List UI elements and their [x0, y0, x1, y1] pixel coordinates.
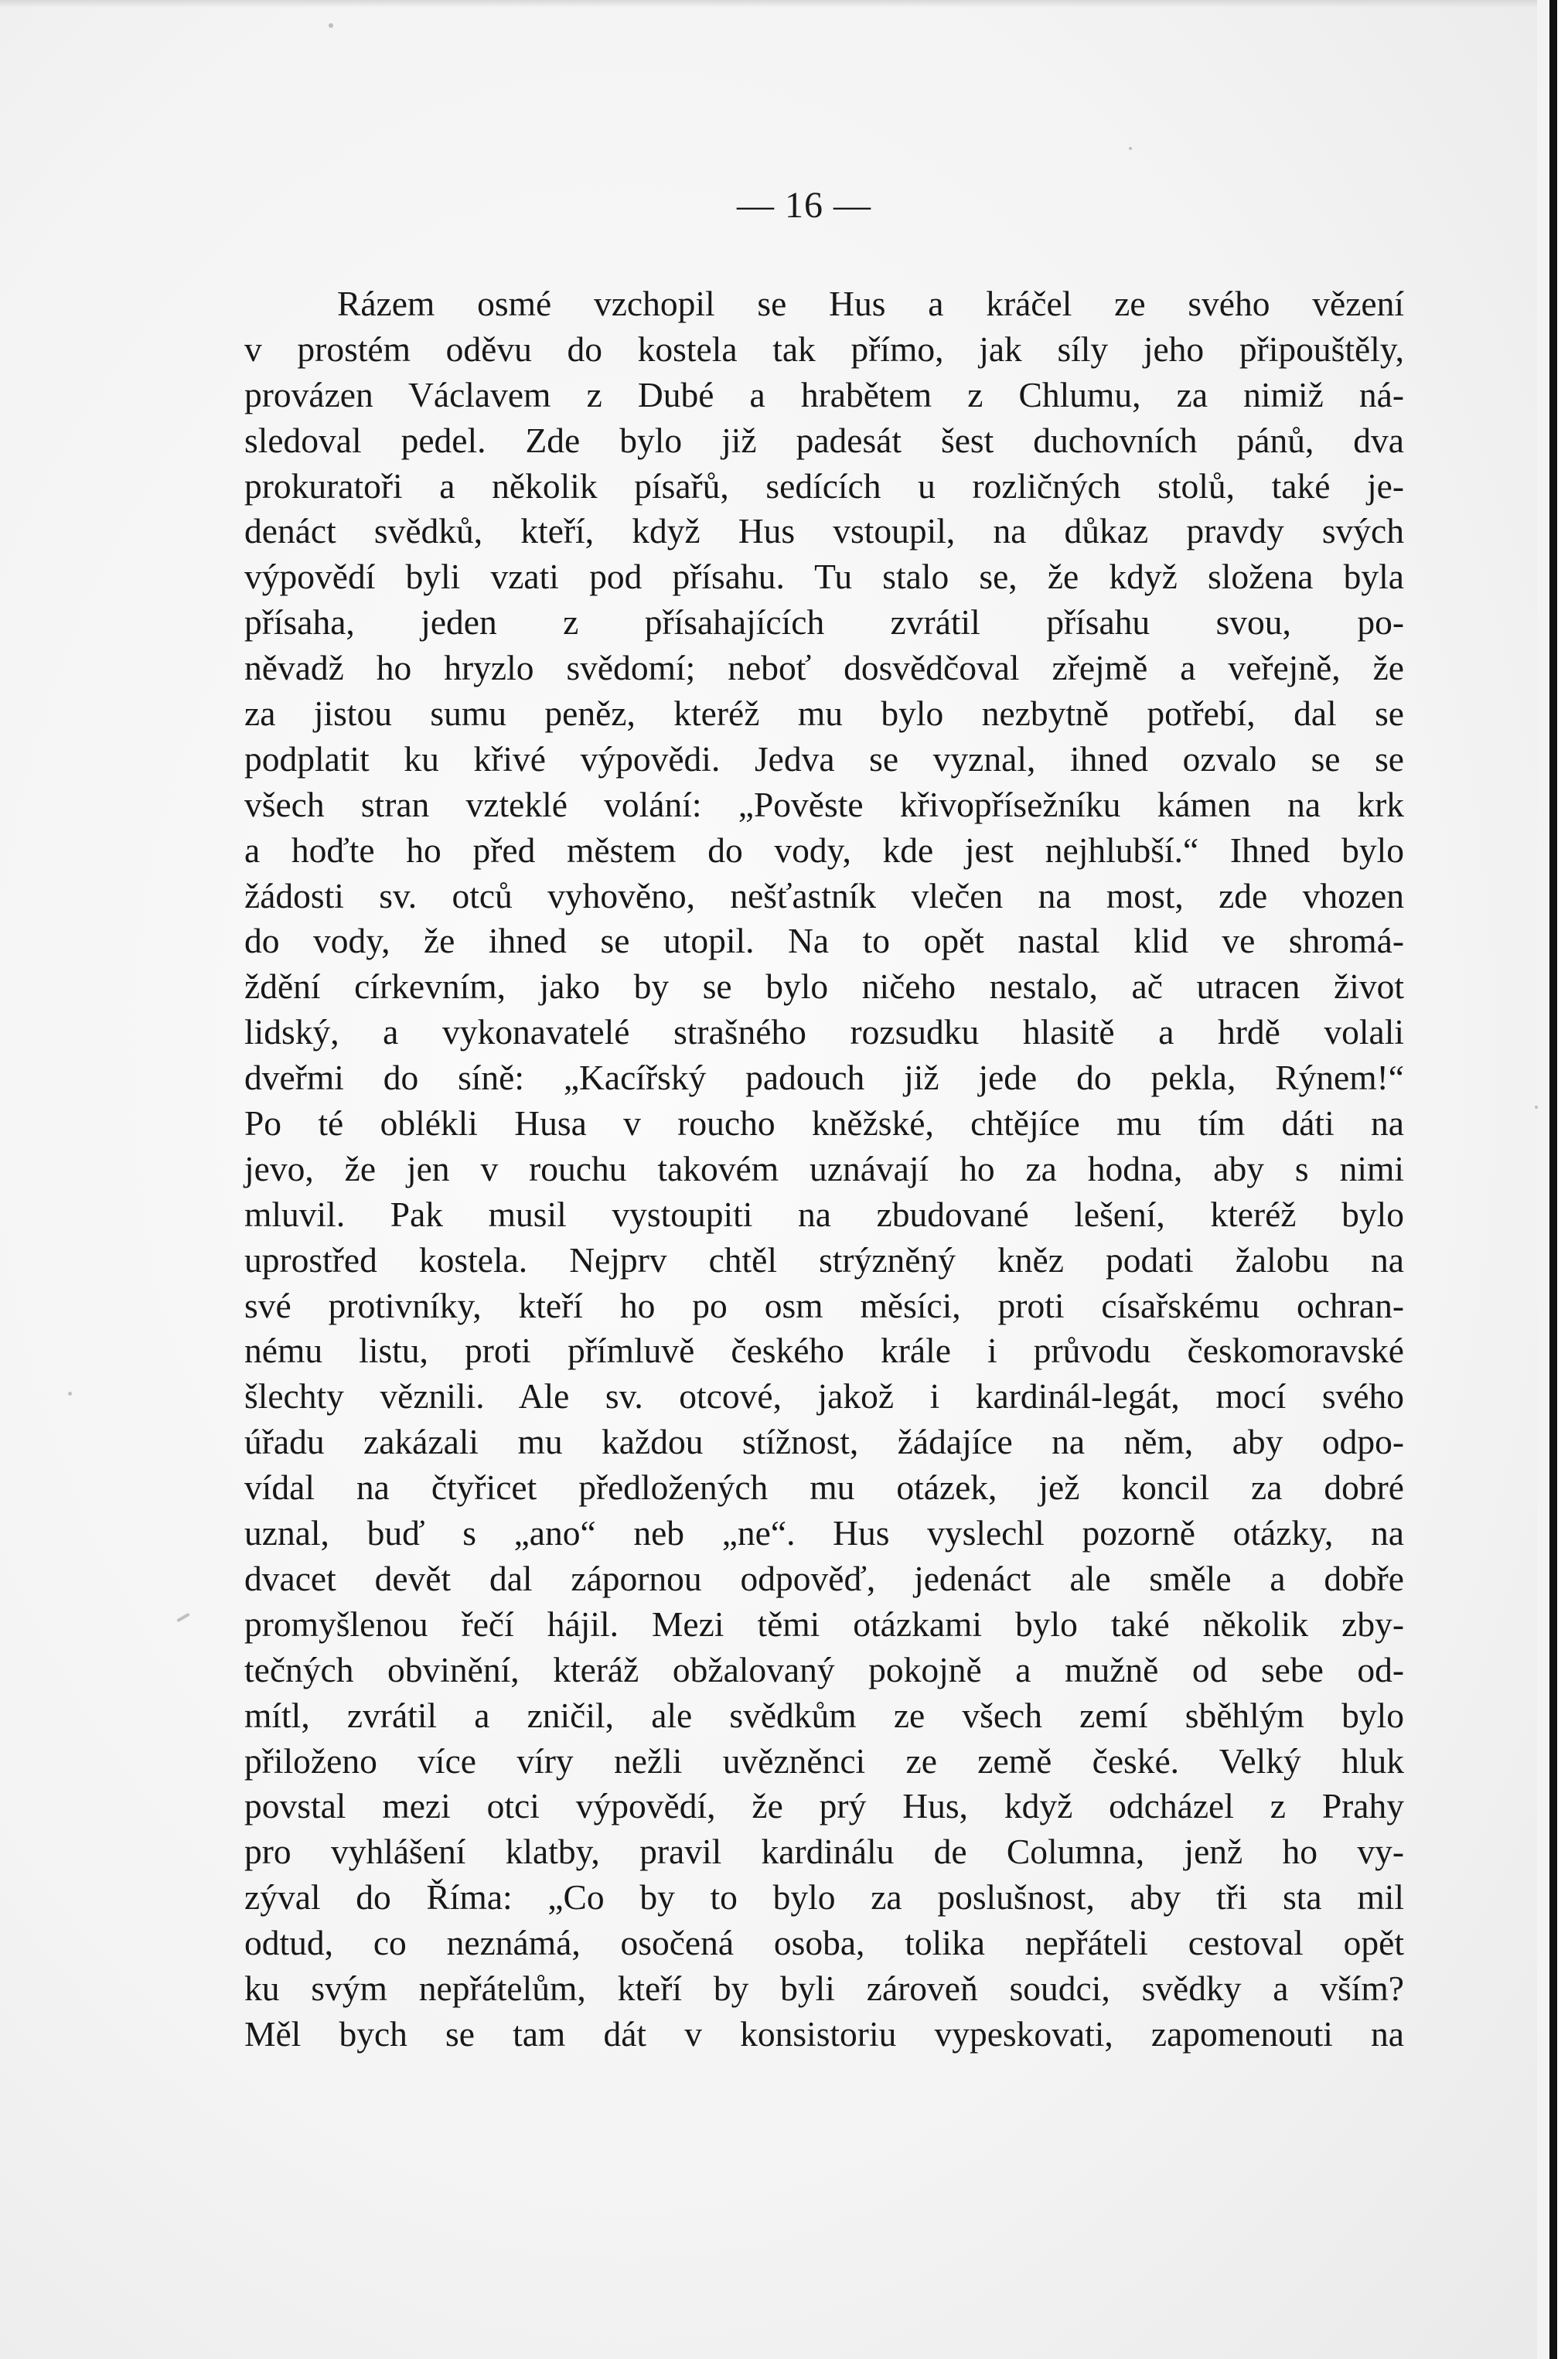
- text-line: uprostřed kostela. Nejprv chtěl strýzněný kněz podati žalobu na: [244, 1239, 1404, 1280]
- text-line: povstal mezi otci výpovědí, že prý Hus, když odcházel z Prahy: [244, 1786, 1404, 1826]
- text-line: Měl bych se tam dát v konsistoriu vypeskovati, zapomenouti na: [244, 2013, 1404, 2054]
- paper-speck: [329, 23, 333, 28]
- text-line: dveřmi do síně: „Kacířský padouch již jede do pekla, Rýnem!“: [244, 1058, 1404, 1098]
- text-line: a hoďte ho před městem do vody, kde jest nejhlubší.“ Ihned bylo: [244, 830, 1404, 870]
- text-line: sledoval pedel. Zde bylo již padesát šest duchovních pánů, dva: [244, 420, 1404, 460]
- text-line: úřadu zakázali mu každou stížnost, žádajíce na něm, aby odpo-: [244, 1422, 1404, 1462]
- text-line: zýval do Říma: „Co by to bylo za poslušnost, aby tři sta mil: [244, 1877, 1404, 1918]
- text-line: v prostém oděvu do kostela tak přímo, jak síly jeho připouštěly,: [244, 329, 1404, 369]
- text-line: žádosti sv. otců vyhověno, nešťastník vlečen na most, zde vhozen: [244, 875, 1404, 915]
- text-line: všech stran vzteklé volání: „Pověste křivopřísežníku kámen na krk: [244, 784, 1404, 824]
- text-line: tečných obvinění, kteráž obžalovaný pokojně a mužně od sebe od-: [244, 1649, 1404, 1689]
- text-line: Po té oblékli Husa v roucho kněžské, chtějíce mu tím dáti na: [244, 1103, 1404, 1144]
- text-line: lidský, a vykonavatelé strašného rozsudku hlasitě a hrdě volali: [244, 1012, 1404, 1052]
- text-line: denáct svědků, kteří, když Hus vstoupil, na důkaz pravdy svých: [244, 511, 1404, 551]
- page-number: — 16 —: [737, 185, 871, 226]
- text-line: Rázem osmé vzchopil se Hus a kráčel ze svého vězení: [337, 284, 1404, 323]
- text-line: šlechty věznili. Ale sv. otcové, jakož i kardinál-legát, mocí svého: [244, 1376, 1404, 1416]
- text-line: něvadž ho hryzlo svědomí; neboť dosvědčoval zřejmě a veřejně, že: [244, 648, 1404, 688]
- text-line: promyšlenou řečí hájil. Mezi těmi otázkami bylo také několik zby-: [244, 1604, 1404, 1644]
- text-line: pro vyhlášení klatby, pravil kardinálu de Columna, jenž ho vy-: [244, 1832, 1404, 1872]
- page-right-edge: [1537, 0, 1568, 2359]
- paper-speck: [1535, 1106, 1538, 1109]
- text-line: podplatit ku křivé výpovědi. Jedva se vyznal, ihned ozvalo se se: [244, 738, 1404, 779]
- page-top-shadow: [0, 0, 1568, 8]
- text-line: přiloženo více víry nežli uvězněnci ze země české. Velký hluk: [244, 1740, 1404, 1781]
- text-line: mítl, zvrátil a zničil, ale svědkům ze všech zemí sběhlým bylo: [244, 1695, 1404, 1735]
- text-line: své protivníky, kteří ho po osm měsíci, proti císařskému ochran-: [244, 1285, 1404, 1325]
- text-line: vídal na čtyřicet předložených mu otázek, jež koncil za dobré: [244, 1468, 1404, 1508]
- paper-speck: [1129, 147, 1132, 150]
- text-line: do vody, že ihned se utopil. Na to opět nastal klid ve shromá-: [244, 921, 1404, 961]
- text-line: dvacet devět dal zápornou odpověď, jedenáct ale směle a dobře: [244, 1558, 1404, 1598]
- text-line: ku svým nepřátelům, kteří by byli zároveň soudci, svědky a vším?: [244, 1968, 1404, 2008]
- text-line: jevo, že jen v rouchu takovém uznávají ho za hodna, aby s nimi: [244, 1148, 1404, 1188]
- text-line: nému listu, proti přímluvě českého krále i průvodu českomoravské: [244, 1331, 1404, 1371]
- text-line: přísaha, jeden z přísahajících zvrátil přísahu svou, po-: [244, 602, 1404, 643]
- body-text: [244, 281, 1404, 2057]
- text-line: odtud, co neznámá, osočená osoba, tolika nepřáteli cestoval opět: [244, 1923, 1404, 1963]
- text-line: výpovědí byli vzati pod přísahu. Tu stalo se, že když složena byla: [244, 557, 1404, 597]
- text-line: provázen Václavem z Dubé a hrabětem z Chlumu, za nimiž ná-: [244, 374, 1404, 414]
- paper-speck: [176, 1613, 190, 1622]
- text-line: za jistou sumu peněz, kteréž mu bylo nezbytně potřebí, dal se: [244, 694, 1404, 734]
- text-line: uznal, buď s „ano“ neb „ne“. Hus vyslechl pozorně otázky, na: [244, 1513, 1404, 1553]
- text-line: ždění církevním, jako by se bylo ničeho nestalo, ač utracen život: [244, 966, 1404, 1007]
- paper-speck: [68, 1392, 72, 1396]
- text-line: prokuratoři a několik písařů, sedících u rozličných stolů, také je-: [244, 465, 1404, 506]
- text-line: mluvil. Pak musil vystoupiti na zbudované lešení, kteréž bylo: [244, 1194, 1404, 1234]
